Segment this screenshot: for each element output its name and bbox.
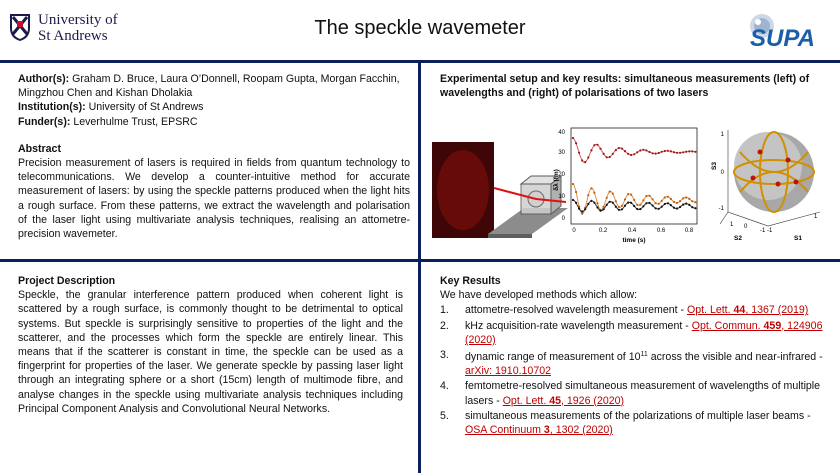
laser-1-trace-point bbox=[639, 149, 641, 151]
laser-1-trace-point bbox=[664, 150, 666, 152]
authors-panel bbox=[18, 72, 410, 241]
list-text: attometre-resolved wavelength measurement - bbox=[465, 304, 687, 317]
list-number: 3. bbox=[440, 349, 449, 362]
laser-2-trace-point bbox=[587, 194, 589, 196]
reference-trace-point bbox=[578, 208, 580, 210]
laser-2-trace-point bbox=[661, 200, 663, 202]
logo-st-andrews: St Andrews bbox=[38, 28, 108, 44]
reference-link[interactable] bbox=[465, 424, 613, 436]
reference-trace-point bbox=[682, 204, 684, 206]
reference-trace-point bbox=[688, 204, 690, 206]
s1-axis-label: S1 bbox=[794, 235, 802, 242]
reference-trace-point bbox=[618, 209, 620, 211]
list-item bbox=[440, 303, 830, 317]
laser-2-trace-point bbox=[664, 196, 666, 198]
y-tick-label: 10 bbox=[558, 194, 565, 200]
reference-link[interactable] bbox=[687, 304, 808, 316]
laser-2-trace-point bbox=[673, 201, 675, 203]
x-tick-label: 0.4 bbox=[627, 228, 637, 234]
reference-pages: , 1367 (2019) bbox=[745, 304, 809, 317]
laser-1-trace-point bbox=[630, 154, 632, 156]
reference-trace-point bbox=[596, 206, 598, 208]
laser-2-trace-point bbox=[621, 205, 623, 207]
reference-trace-point bbox=[612, 202, 614, 204]
laser-2-trace-point bbox=[609, 191, 611, 193]
laser-1-trace-point bbox=[575, 142, 577, 144]
laser-1-trace-point bbox=[624, 150, 626, 152]
setup-figure bbox=[428, 122, 830, 247]
x-tick-label: 0.6 bbox=[656, 228, 666, 234]
laser-2-trace-point bbox=[655, 202, 657, 204]
reference-journal: Opt. Lett. bbox=[686, 304, 734, 317]
laser-1-trace-point bbox=[590, 149, 592, 151]
x-tick-label: 0.8 bbox=[684, 228, 694, 234]
laser-1-trace-point bbox=[655, 153, 657, 155]
s2-tick-label: 1 bbox=[730, 222, 734, 228]
laser-2-trace-point bbox=[606, 197, 608, 199]
s2-axis-label: S2 bbox=[734, 235, 742, 242]
laser-2-trace-point bbox=[682, 197, 684, 199]
laser-2-trace-point bbox=[636, 204, 638, 206]
reference-volume: 459 bbox=[763, 319, 782, 332]
description-panel bbox=[18, 274, 403, 416]
authors-value: Graham D. Bruce, Laura O’Donnell, Roopam Gupta, Morgan Facchin, Mingzhou Chen and Kishan Dholakia bbox=[18, 73, 400, 100]
laser-2-trace-point bbox=[615, 200, 617, 202]
list-text: femtometre-resolved simultaneous measurement of wavelengths of multiple lasers - bbox=[465, 380, 821, 407]
reference-trace-point bbox=[599, 210, 601, 212]
y-tick-label: 30 bbox=[558, 150, 565, 156]
laser-1-trace-point bbox=[606, 156, 608, 158]
laser-2-trace-point bbox=[572, 183, 574, 185]
reference-trace-point bbox=[627, 202, 629, 204]
laser-2-trace-point bbox=[633, 199, 635, 201]
reference-trace-point bbox=[685, 203, 687, 205]
reference-trace-point bbox=[658, 208, 660, 210]
reference-trace-point bbox=[691, 206, 693, 208]
laser-2-trace-point bbox=[596, 202, 598, 204]
laser-1-trace-point bbox=[679, 152, 681, 154]
reference-trace-point bbox=[633, 205, 635, 207]
laser-1-trace-point bbox=[694, 151, 696, 153]
poincare-sphere-plot bbox=[711, 130, 820, 242]
y-axis-label: δλ (fm) bbox=[553, 169, 560, 191]
s3-axis-label: S3 bbox=[711, 162, 718, 170]
laser-2-trace-point bbox=[645, 195, 647, 197]
reference-trace-point bbox=[581, 210, 583, 212]
list-number: 2. bbox=[440, 319, 449, 332]
laser-2-trace-point bbox=[694, 201, 696, 203]
s3-tick-label: -1 bbox=[718, 206, 724, 212]
laser-1-trace-point bbox=[618, 147, 620, 149]
y-tick-label: 40 bbox=[558, 130, 565, 136]
reference-volume: 45 bbox=[549, 394, 562, 407]
laser-2-trace-point bbox=[590, 187, 592, 189]
setup-heading: Experimental setup and key results: simultaneous measurements (left) of wavelengths and (right) of polarisations of two lasers bbox=[440, 73, 810, 100]
description-heading: Project Description bbox=[18, 275, 116, 287]
reference-trace-point bbox=[673, 207, 675, 209]
laser-2-trace-point bbox=[642, 199, 644, 201]
logo-university-of: University of bbox=[38, 12, 118, 28]
laser-1-trace-point bbox=[596, 144, 598, 146]
reference-trace-point bbox=[636, 208, 638, 210]
reference-trace-point bbox=[655, 207, 657, 209]
institution-line bbox=[18, 100, 410, 114]
laser-1-trace-point bbox=[645, 149, 647, 151]
list-number: 1. bbox=[440, 304, 449, 317]
laser-1-trace-point bbox=[642, 149, 644, 151]
laser-2-trace-point bbox=[658, 203, 660, 205]
laser-2-trace-point bbox=[624, 198, 626, 200]
s3-tick-label: 0 bbox=[720, 170, 724, 176]
reference-trace-point bbox=[664, 203, 666, 205]
laser-2-trace-point bbox=[676, 202, 678, 204]
laser-1-trace-point bbox=[636, 151, 638, 153]
laser-2-trace-point bbox=[581, 213, 583, 215]
reference-trace-point bbox=[676, 207, 678, 209]
s3-tick-label: 1 bbox=[720, 132, 724, 138]
laser-1-trace-point bbox=[667, 150, 669, 152]
laser-2-trace-point bbox=[691, 200, 693, 202]
reference-trace-point bbox=[572, 199, 574, 201]
list-number: 5. bbox=[440, 409, 449, 422]
laser-2-trace-point bbox=[670, 198, 672, 200]
list-item bbox=[440, 319, 830, 347]
reference-trace-point bbox=[639, 208, 641, 210]
laser-1-trace-point bbox=[670, 150, 672, 152]
list-text: simultaneous measurements of the polarizations of multiple laser beams - bbox=[465, 409, 811, 422]
reference-trace-point bbox=[609, 201, 611, 203]
exponent: 11 bbox=[640, 351, 648, 359]
abstract-text: Precision measurement of lasers is required in fields from quantum technology to telecommunications. We develop a counter-intuitive method for accurate measurement of lasers: by using the speckle patterns produced when the light hits a rough surface. From these patterns, we extract the wavelength and polarisation of the laser light using multivariate analysis techniques, realising an attometre-precision wavemeter. bbox=[18, 157, 410, 241]
funder-label: Funder(s): bbox=[18, 115, 71, 128]
x-axis-label: time (s) bbox=[622, 237, 646, 244]
supa-logo bbox=[740, 8, 832, 54]
reference-trace-point bbox=[694, 207, 696, 209]
laser-1-trace-point bbox=[572, 137, 574, 139]
laser-1-trace-point bbox=[578, 152, 580, 154]
laser-1-trace-point bbox=[627, 153, 629, 155]
y-tick-label: 0 bbox=[561, 216, 565, 222]
s1-tick-label: 1 bbox=[814, 214, 818, 220]
reference-trace-point bbox=[648, 202, 650, 204]
laser-1-trace-point bbox=[609, 156, 611, 158]
vertical-divider bbox=[418, 60, 421, 473]
reference-trace-point bbox=[575, 202, 577, 204]
reference-pages: , 1302 (2020) bbox=[549, 424, 613, 437]
reference-trace-point bbox=[621, 208, 623, 210]
reference-trace-point bbox=[652, 204, 654, 206]
laser-1-trace-point bbox=[691, 150, 693, 152]
reference-trace-point bbox=[584, 208, 586, 210]
laser-1-trace-point bbox=[676, 152, 678, 154]
laser-2-trace-point bbox=[630, 194, 632, 196]
results-intro: We have developed methods which allow: bbox=[440, 289, 638, 302]
reference-journal: Opt. Commun. bbox=[691, 319, 764, 332]
list-item bbox=[440, 348, 830, 378]
laser-1-trace-point bbox=[603, 153, 605, 155]
s1-tick-label: -1 -1 bbox=[760, 228, 773, 234]
reference-trace-point bbox=[667, 202, 669, 204]
results-heading: Key Results bbox=[440, 275, 501, 287]
reference-trace-point bbox=[630, 202, 632, 204]
reference-link[interactable] bbox=[503, 395, 624, 407]
reference-trace-point bbox=[679, 206, 681, 208]
laser-2-trace-point bbox=[627, 193, 629, 195]
wavelength-plot bbox=[552, 128, 697, 244]
laser-1-trace-point bbox=[658, 152, 660, 154]
reference-journal: OSA Continuum bbox=[465, 424, 544, 437]
reference-volume: 44 bbox=[733, 304, 746, 317]
laser-1-trace-point bbox=[682, 151, 684, 153]
laser-2-trace-point bbox=[685, 196, 687, 198]
results-panel bbox=[440, 274, 830, 438]
institution-value: University of St Andrews bbox=[88, 101, 204, 114]
laser-1-trace-point bbox=[584, 161, 586, 163]
page-title: The speckle wavemeter bbox=[314, 17, 526, 39]
laser-1-trace-point bbox=[599, 148, 601, 150]
laser-1-trace-point bbox=[673, 151, 675, 153]
laser-1-trace-point bbox=[652, 152, 654, 154]
list-text: across the visible and near-infrared - bbox=[647, 351, 823, 364]
funder-value: Leverhulme Trust, EPSRC bbox=[73, 115, 198, 128]
x-tick-label: 0.2 bbox=[598, 228, 608, 234]
laser-1-trace-point bbox=[581, 159, 583, 161]
laser-1-trace-point bbox=[587, 156, 589, 158]
authors-label: Author(s): bbox=[18, 73, 70, 85]
laser-2-trace-point bbox=[648, 195, 650, 197]
laser-2-trace-point bbox=[612, 193, 614, 195]
list-text: dynamic range of measurement of 10 bbox=[465, 351, 641, 364]
reference-trace-point bbox=[593, 202, 595, 204]
list-text: kHz acquisition-rate wavelength measurement - bbox=[465, 319, 692, 332]
reference-trace-point bbox=[590, 200, 592, 202]
institution-label: Institution(s): bbox=[18, 101, 86, 114]
y-tick-label: 20 bbox=[558, 172, 565, 178]
setup-panel bbox=[440, 72, 825, 100]
s2-tick-label: 0 bbox=[744, 224, 748, 230]
laser-2-trace-point bbox=[679, 200, 681, 202]
laser-2-trace-point bbox=[618, 206, 620, 208]
laser-1-trace-point bbox=[621, 148, 623, 150]
list-number: 4. bbox=[440, 380, 449, 393]
laser-1-trace-point bbox=[685, 151, 687, 153]
speckle-screen-image bbox=[432, 142, 494, 238]
laser-2-trace-point bbox=[639, 204, 641, 206]
reference-trace-point bbox=[624, 205, 626, 207]
laser-1-trace-point bbox=[648, 151, 650, 153]
laser-2-trace-point bbox=[667, 196, 669, 198]
laser-1-trace-point bbox=[661, 151, 663, 153]
laser-2-trace-point bbox=[575, 191, 577, 193]
laser-2-trace-point bbox=[593, 192, 595, 194]
funder-line bbox=[18, 115, 410, 129]
laser-1-trace-point bbox=[615, 149, 617, 151]
reference-trace-point bbox=[606, 204, 608, 206]
reference-trace-point bbox=[645, 202, 647, 204]
reference-trace-point bbox=[642, 205, 644, 207]
laser-1-trace-point bbox=[593, 144, 595, 146]
abstract-heading: Abstract bbox=[18, 142, 61, 155]
list-item bbox=[440, 409, 830, 437]
description-text: Speckle, the granular interference pattern produced when coherent light is scattered by a rough surface, is commonly thought to be detrimental to optical systems. But speckle is surprisingly sensitive to properties of the light and the scatterer, and the processes which form the speckle are entirely linear. This means that if the scatterer is constant in time, the speckle can be used as a fingerprint for properties of the laser. We generate speckle by passing laser light through an integrating sphere or a short (15cm) length of multimode fibre, and analyse changes in the speckle using multivariate analysis techniques including Principal Component Analysis and Convolutional Neural Networks. bbox=[18, 289, 403, 415]
laser-2-trace-point bbox=[688, 198, 690, 200]
authors-line bbox=[18, 72, 410, 100]
laser-1-trace-point bbox=[612, 153, 614, 155]
page-header bbox=[0, 0, 840, 60]
x-tick-label: 0 bbox=[572, 228, 576, 234]
results-list bbox=[440, 303, 830, 437]
reference-trace-point bbox=[587, 203, 589, 205]
reference-trace-point bbox=[670, 204, 672, 206]
reference-trace-point bbox=[661, 206, 663, 208]
laser-1-trace-point bbox=[688, 150, 690, 152]
reference-journal: Opt. Lett. bbox=[502, 394, 550, 407]
reference-trace-point bbox=[615, 206, 617, 208]
laser-1-trace-point bbox=[633, 153, 635, 155]
reference-volume: 3 bbox=[543, 424, 550, 437]
reference-link[interactable]: arXiv: 1910.10702 bbox=[465, 365, 551, 378]
reference-pages: , 124906 (2020) bbox=[465, 319, 823, 346]
supa-logo-text: SUPA bbox=[750, 25, 815, 52]
laser-2-trace-point bbox=[652, 198, 654, 200]
reference-trace-point bbox=[603, 208, 605, 210]
reference-pages: , 1926 (2020) bbox=[561, 394, 625, 407]
list-item bbox=[440, 379, 830, 407]
